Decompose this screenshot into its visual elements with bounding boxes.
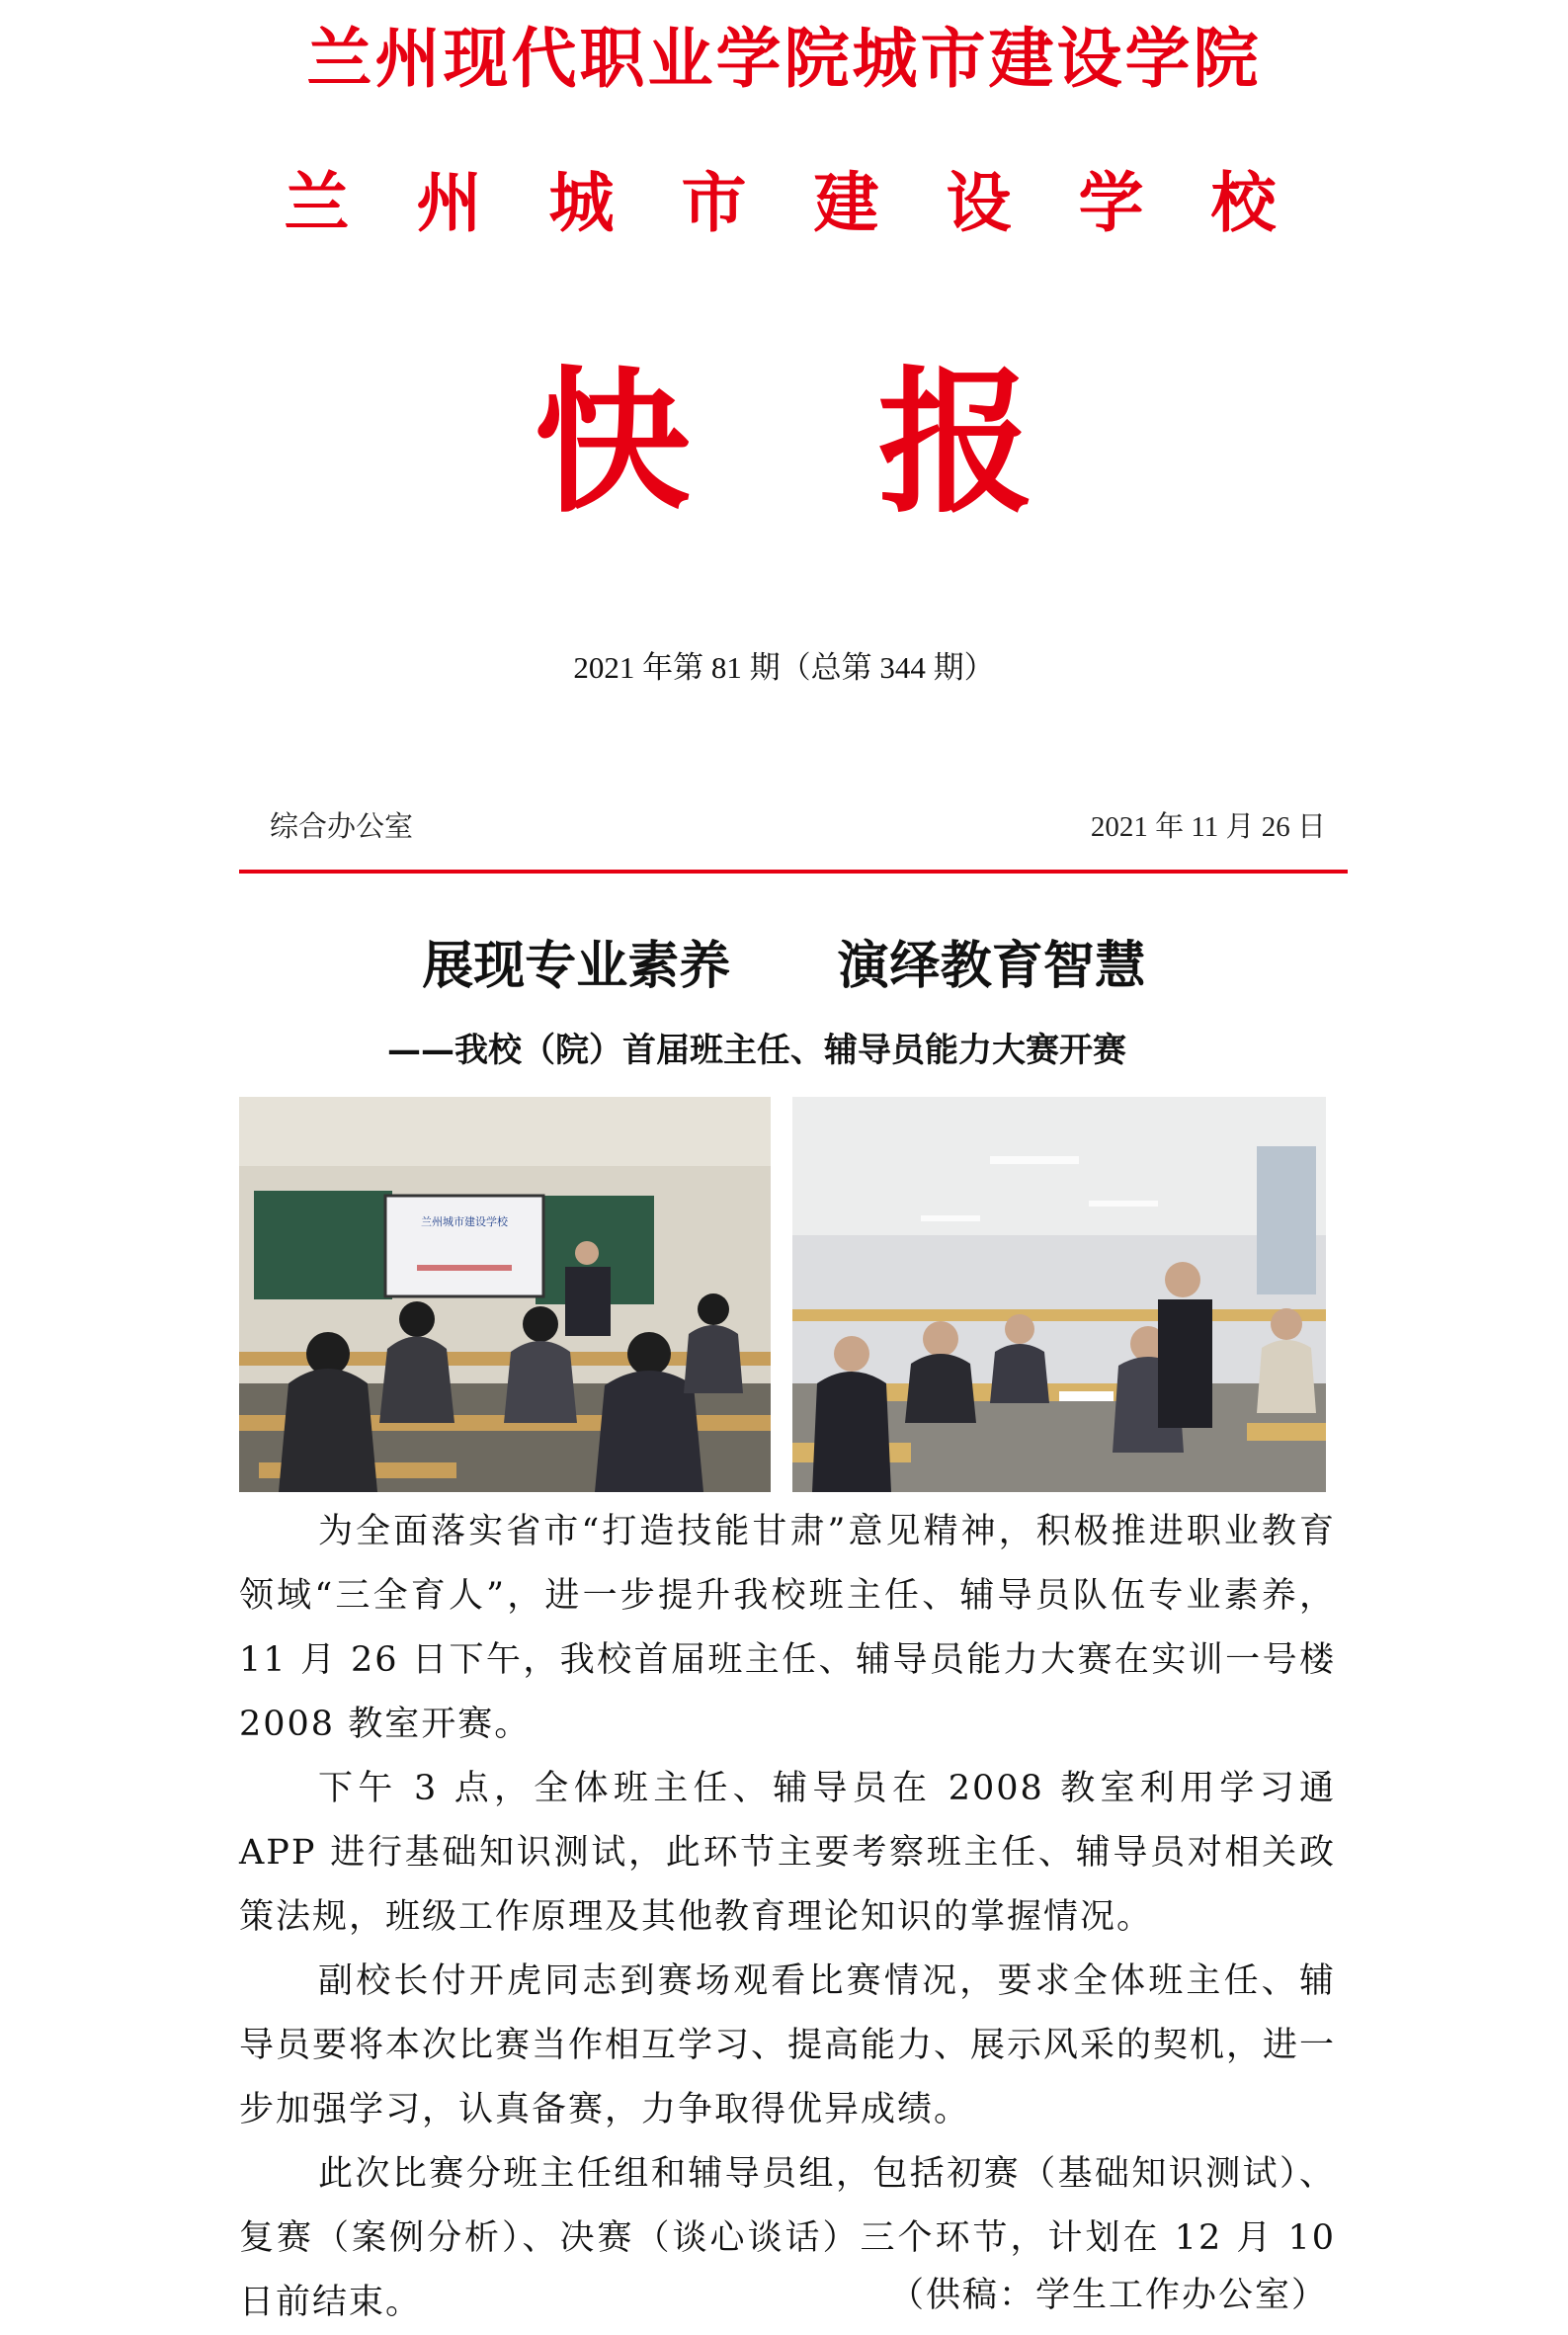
masthead-line-2: 兰州城市建设学校 [284,165,1344,241]
article-body [239,1500,1336,2335]
article-paragraph: 此次比赛分班主任组和辅导员组，包括初赛（基础知识测试）、复赛（案例分析）、决赛（谈心谈话）三个环节，计划在 12 月 10 日前结束。 [239,2154,1336,2322]
masthead-title: 快报 [534,352,1222,535]
publish-date: 2021 年 11 月 26 日 [1090,811,1326,843]
article-paragraph: 下午 3 点，全体班主任、辅导员在 2008 教室利用学习通 APP 进行基础知识测试，此环节主要考察班主任、辅导员对相关政策法规，班级工作原理及其他教育理论知识的掌握情况。 [239,1769,1336,1937]
article-title: 展现专业素养 演绎教育智慧 [422,937,1146,996]
article-subtitle: ——我校（院）首届班主任、辅导员能力大赛开赛 [387,1031,1126,1070]
masthead-line-1: 兰州现代职业学院城市建设学院 [306,21,1262,97]
office-name: 综合办公室 [270,811,414,843]
article-paragraph: 副校长付开虎同志到赛场观看比赛情况，要求全体班主任、辅导员要将本次比赛当作相互学习、提高能力、展示风采的契机，进一步加强学习，认真备赛，力争取得优异成绩。 [239,1961,1337,2129]
article-credit: （供稿：学生工作办公室） [888,2276,1328,2315]
projector-screen-title: 兰州城市建设学校 [421,1215,508,1228]
header-divider [239,870,1348,874]
issue-number: 2021 年第 81 期（总第 344 期） [573,650,995,685]
article-paragraph: 为全面落实省市“打造技能甘肃”意见精神，积极推进职业教育领域“三全育人”，进一步提升我校班主任、辅导员队伍专业素养，11 月 26 日下午，我校首届班主任、辅导员能力大赛在实训一号楼 2008 教室开赛。 [239,1512,1336,1744]
classroom-photo-right [792,1097,1326,1492]
classroom-photo-left [239,1097,771,1492]
